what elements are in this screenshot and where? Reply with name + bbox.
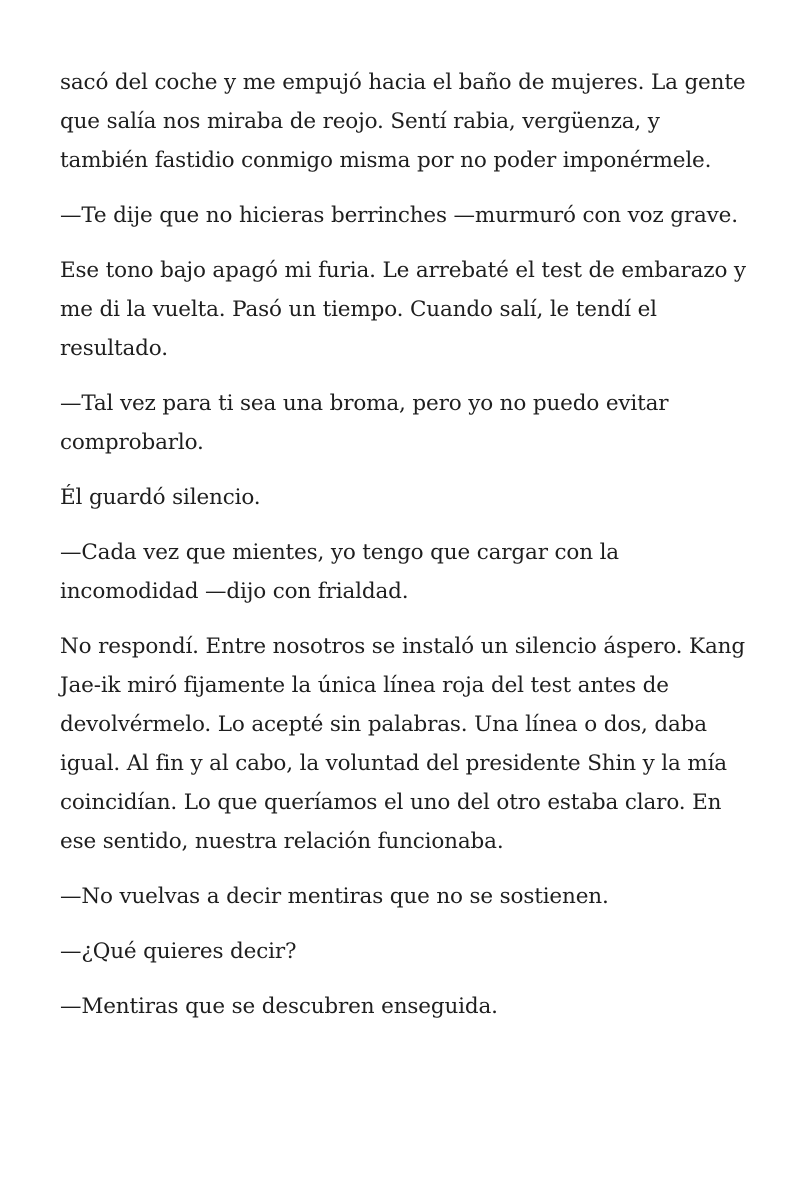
paragraph: No respondí. Entre nosotros se instaló un silencio áspero. Kang Jae-ik miró fijamente la única línea roja del test antes de devolvérmelo. Lo acepté sin palabras. Una línea o dos, daba igual. Al fin y al cabo, la voluntad del presidente Shin y la mía coincidían. Lo que queríamos el uno del otro estaba claro. En ese sentido, nuestra relación funcionaba. [60,634,745,854]
paragraph: —Tal vez para ti sea una broma, pero yo no puedo evitar comprobarlo. [60,391,669,455]
paragraph: sacó del coche y me empujó hacia el baño de mujeres. La gente que salía nos miraba de reojo. Sentí rabia, vergüenza, y también fastidio conmigo misma por no poder imponérmele. [60,70,746,173]
paragraph: —Cada vez que mientes, yo tengo que cargar con la incomodidad —dijo con frialdad. [60,540,619,604]
paragraph: —¿Qué quieres decir? [60,939,297,964]
paragraph: Ese tono bajo apagó mi furia. Le arrebaté el test de embarazo y me di la vuelta. Pasó un tiempo. Cuando salí, le tendí el resultado. [60,258,746,361]
paragraph: —Mentiras que se descubren enseguida. [60,994,498,1019]
paragraph: —No vuelvas a decir mentiras que no se sostienen. [60,884,609,909]
paragraph: Él guardó silencio. [60,485,261,510]
paragraph: —Te dije que no hicieras berrinches —murmuró con voz grave. [60,203,738,228]
